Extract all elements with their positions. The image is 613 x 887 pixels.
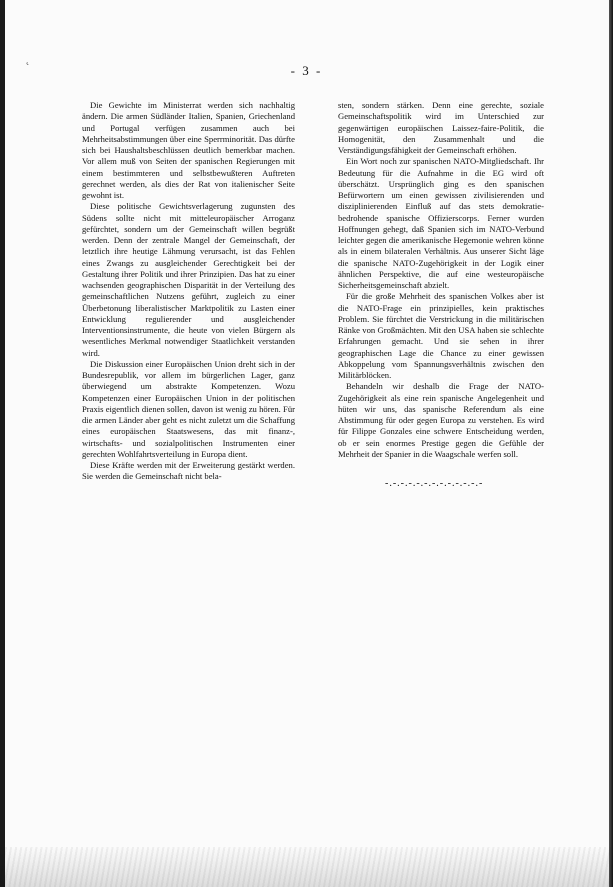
paragraph: sten, sondern stärken. Denn eine gerechte, soziale Gemeinschaftspolitik wird im Unterschied zur gegenwärtigen europäischen Laissez-faire-Politik, die Homogenität, den Zusammenhalt und die Verständigungsfähigkeit der Gemeinschaft erhöhen. [338, 100, 544, 155]
paragraph: Die Gewichte im Ministerrat werden sich nachhaltig ändern. Die armen Südländer Italien, Spanien, Griechenland und Portugal verfügen zusammen auch bei Mehrheitsabstimmungen über eine Sperrminorität. Das dürfte sich bei Haushaltsbeschlüssen deutlich bemerkbar machen. Vor allem muß von Seiten der spanischen Regierungen mit einem bestimmteren und selbstbewußteren Auftreten gerechnet werden, als dies der Rat von italienischer Seite gewohnt ist. [82, 100, 295, 200]
scan-border-left [0, 0, 5, 887]
paragraph: Die Diskussion einer Europäischen Union dreht sich in der Bundesrepublik, vor allem im bürgerlichen Lager, ganz überwiegend um abstrakte Kompetenzen. Wozu Kompetenzen einer Europäischen Union in der politischen Praxis eigentlich dienen sollen, davon ist wenig zu hören. Für die armen Länder aber geht es nicht zuletzt um die Schaffung eines europäischen Staatswesens, das mit finanz-, wirtschafts- und sozialpolitischen Instrumenten einer gerechten Wohlfahrtsverteilung in Europa dient. [82, 358, 295, 459]
paragraph: Diese Kräfte werden mit der Erweiterung gestärkt werden. Sie werden die Gemeinschaft nicht bela- [82, 460, 295, 482]
paragraph: Diese politische Gewichtsverlagerung zugunsten des Südens sollte nicht mit mitteleuropäischer Arroganz gefürchtet, sondern um der Gemeinschaft willen begrüßt werden. Denn der zentrale Mangel der Gemeinschaft, der letztlich ihre heutige Lähmung verursacht, ist das Fehlen eines Zwangs zu ausgleichender Gerechtigkeit bei der Gestaltung ihrer Politik und ihrer Prinzipien. Das hat zu einer wachsenden geographischen Disparität in der Verteilung des gemeinschaftlichen Nutzens geführt, zugleich zu einer Überbetonung liberalistischer Marktpolitik zu Lasten einer Entwicklung regulierender und ausgleichender Interventionsinstrumente, die heute von vielen Bürgern als wesentliches Merkmal notwendiger Staatlichkeit verstanden wird. [82, 201, 295, 358]
paragraph: Ein Wort noch zur spanischen NATO-Mitgliedschaft. Ihr Bedeutung für die Aufnahme in die EG wird oft überschätzt. Ursprünglich ging es den spanischen Befürwortern um einen gewissen zivilisierenden und disziplinierenden Einfluß auf das stets demokratie-bedrohende spanische Offizierscorps. Ferner wurden Hoffnungen gehegt, daß Spanien sich im NATO-Verbund leichter gegen die amerikanische Hegemonie wehren könne als in einem bilateralen Verhältnis. Aus unserer Sicht läge die spanische NATO-Zugehörigkeit in der Logik einer ähnlichen Perspektive, die auf eine westeuropäische Sicherheitsgemeinschaft abzielt. [338, 156, 544, 290]
right-column [338, 100, 544, 460]
paragraph: Behandeln wir deshalb die Frage der NATO-Zugehörigkeit als eine rein spanische Angelegenheit und hüten wir uns, das spanische Referendum als eine Abstimmung für oder gegen Europa zu verstehen. Es wird für Filippe Gonzales eine schwere Entscheidung werden, ob er sein enormes Prestige gegen die Gefühle der Mehrheit der Spanier in die Waagschale werfen soll. [338, 381, 544, 459]
scan-border-right [609, 0, 613, 887]
end-separator: -.-.-.-.-.-.-.-.-.-.-.-.- [385, 478, 484, 489]
left-column [82, 100, 295, 483]
scan-mark: ʿ [24, 60, 34, 77]
scan-noise-bottom [0, 847, 613, 887]
page-number: - 3 - [290, 63, 323, 78]
paragraph: Für die große Mehrheit des spanischen Volkes aber ist die NATO-Frage ein prinzipielles, kein praktisches Problem. Sie fürchtet die Verstrickung in die militärischen Ränke von Großmächten. Mit den USA haben sie schlechte Erfahrungen gemacht. Und sie sehen in ihrer geographischen Lage die Chance zu einer gewissen Abkoppelung vom Spannungsverhältnis zwischen den Militärblöcken. [338, 291, 544, 380]
